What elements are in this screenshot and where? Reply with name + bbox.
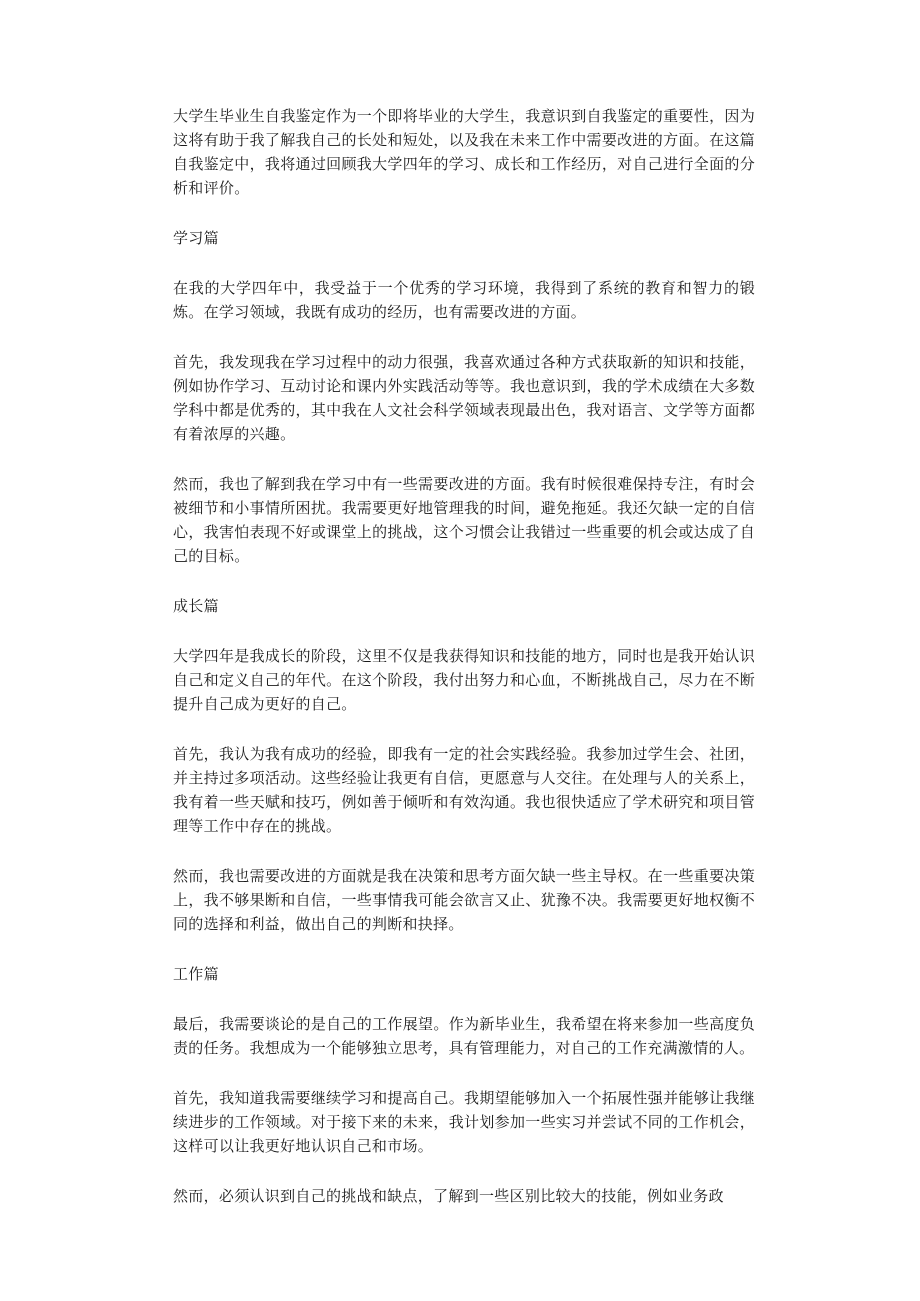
section-heading-work: 工作篇 — [173, 965, 219, 983]
study-paragraph-3: 然而，我也了解到我在学习中有一些需要改进的方面。我有时候很难保持专注，有时会被细节和小事情所困扰。我需要更好地管理我的时间，避免拖延。我还欠缺一定的自信心，我害怕表现不好或课堂上的挑战，这个习惯会让我错过一些重要的机会或达成了自己的目标。 — [173, 475, 755, 565]
work-paragraph-1: 最后，我需要谈论的是自己的工作展望。作为新毕业生，我希望在将来参加一些高度负责的任务。我想成为一个能够独立思考，具有管理能力，对自己的工作充满激情的人。 — [173, 1015, 755, 1057]
growth-paragraph-2: 首先，我认为我有成功的经验，即我有一定的社会实践经验。我参加过学生会、社团，并主持过多项活动。这些经验让我更有自信，更愿意与人交往。在处理与人的关系上，我有着一些天赋和技巧，例如善于倾听和有效沟通。我也很快适应了学术研究和项目管理等工作中存在的挑战。 — [173, 745, 755, 835]
work-paragraph-2: 首先，我知道我需要继续学习和提高自己。我期望能够加入一个拓展性强并能够让我继续进步的工作领域。对于接下来的未来，我计划参加一些实习并尝试不同的工作机会，这样可以让我更好地认识自己和市场。 — [173, 1089, 755, 1155]
work-paragraph-3: 然而，必须认识到自己的挑战和缺点，了解到一些区别比较大的技能，例如业务政 — [173, 1187, 724, 1205]
section-heading-growth: 成长篇 — [173, 597, 219, 615]
study-paragraph-2: 首先，我发现我在学习过程中的动力很强，我喜欢通过各种方式获取新的知识和技能，例如协作学习、互动讨论和课内外实践活动等等。我也意识到，我的学术成绩在大多数学科中都是优秀的，其中我在人文社会科学领域表现最出色，我对语言、文学等方面都有着浓厚的兴趣。 — [173, 353, 755, 443]
document-body — [173, 104, 755, 1234]
growth-paragraph-3: 然而，我也需要改进的方面就是我在决策和思考方面欠缺一些主导权。在一些重要决策上，我不够果断和自信，一些事情我可能会欲言又止、犹豫不决。我需要更好地权衡不同的选择和利益，做出自己的判断和抉择。 — [173, 867, 755, 933]
section-heading-study: 学习篇 — [173, 229, 219, 247]
growth-paragraph-1: 大学四年是我成长的阶段，这里不仅是我获得知识和技能的地方，同时也是我开始认识自己和定义自己的年代。在这个阶段，我付出努力和心血，不断挑战自己，尽力在不断提升自己成为更好的自己。 — [173, 647, 755, 713]
intro-paragraph: 大学生毕业生自我鉴定作为一个即将毕业的大学生，我意识到自我鉴定的重要性，因为这将有助于我了解我自己的长处和短处，以及我在未来工作中需要改进的方面。在这篇自我鉴定中，我将通过回顾我大学四年的学习、成长和工作经历，对自己进行全面的分析和评价。 — [173, 107, 755, 197]
study-paragraph-1: 在我的大学四年中，我受益于一个优秀的学习环境，我得到了系统的教育和智力的锻炼。在学习领域，我既有成功的经历，也有需要改进的方面。 — [173, 279, 755, 321]
